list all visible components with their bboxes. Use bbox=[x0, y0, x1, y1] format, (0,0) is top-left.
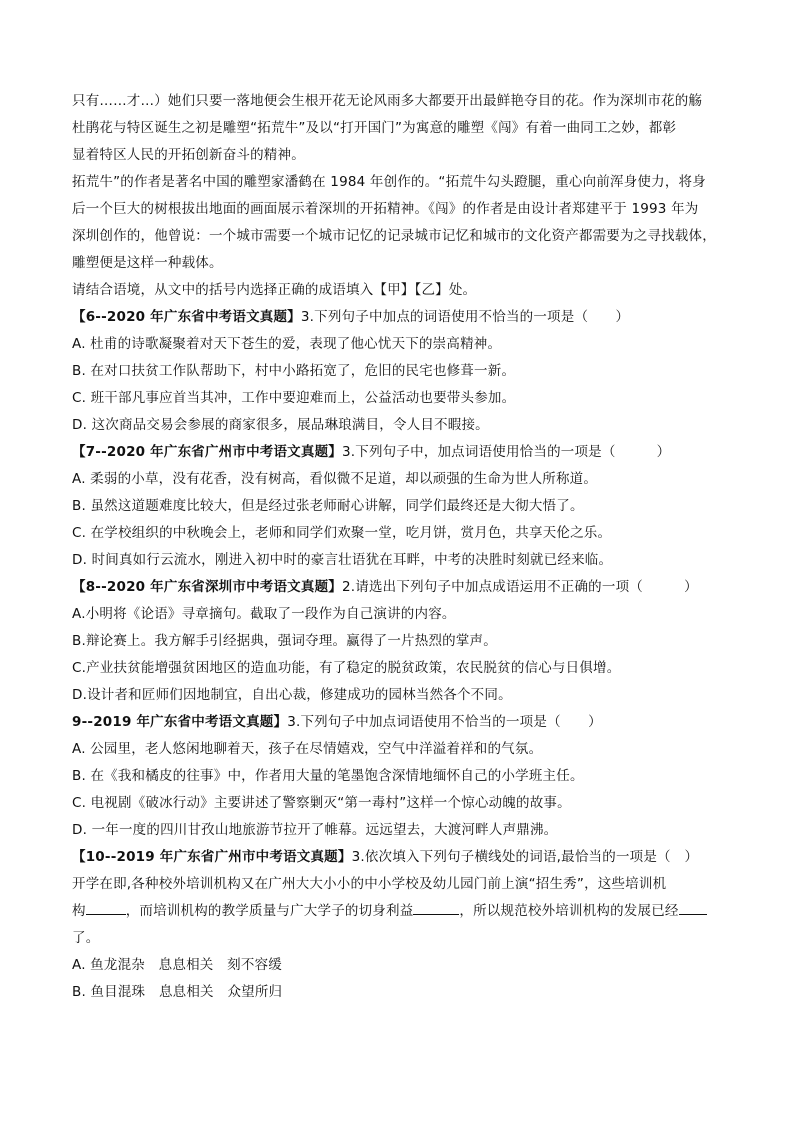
document-page bbox=[72, 88, 724, 1006]
question-header bbox=[72, 844, 724, 871]
passage-line: 显着特区人民的开拓创新奋斗的精神。 bbox=[72, 147, 305, 163]
passage-line: 深圳创作的，他曾说：一个城市需要一个城市记忆的记录城市记忆和城市的文化资产都需要为之寻找载体， bbox=[72, 228, 716, 244]
fill-blank-2 bbox=[413, 898, 459, 915]
option-c: C. 班干部凡事应首当其冲，工作中要迎难而上，公益活动也要带头参加。 bbox=[72, 390, 516, 406]
question-text-segment: 构 bbox=[72, 903, 86, 919]
fill-blank-3 bbox=[679, 898, 707, 915]
option-b: B.辩论赛上。我方解手引经据典，强词夺理。赢得了一片热烈的掌声。 bbox=[72, 633, 497, 649]
question-text-segment: ，所以规范校外培训机构的发展已经 bbox=[459, 903, 679, 919]
question-source: 【7--2020 年广东省广州市中考语文真题】 bbox=[72, 444, 342, 460]
option-d: D. 时间真如行云流水，刚进入初中时的豪言壮语犹在耳畔，中考的决胜时刻就已经来临。 bbox=[72, 552, 613, 568]
option-c: C.产业扶贫能增强贫困地区的造血功能，有了稳定的脱贫政策，农民脱贫的信心与日俱增。 bbox=[72, 660, 621, 676]
question-source: 9--2019 年广东省中考语文真题】 bbox=[72, 714, 288, 730]
option-d: D. 一年一度的四川甘孜山地旅游节拉开了帷幕。远远望去，大渡河畔人声鼎沸。 bbox=[72, 822, 558, 838]
option-c: C. 电视剧《破冰行动》主要讲述了警察剿灭“第一毒村”这样一个惊心动魄的故事。 bbox=[72, 795, 571, 811]
passage-line: 后一个巨大的树根拔出地面的画面展示着深圳的开拓精神。《闯》的作者是由设计者郑建平于 1993 年为 bbox=[72, 201, 699, 217]
fill-blank-1 bbox=[86, 898, 126, 915]
option-a: A. 公园里，老人悠闲地聊着天，孩子在尽情嬉戏，空气中洋溢着祥和的气氛。 bbox=[72, 741, 543, 757]
question-stem: 3.依次填入下列句子横线处的词语,最恰当的一项是（ ） bbox=[351, 849, 699, 865]
option-a: A. 柔弱的小草，没有花香，没有树高，看似微不足道，却以顽强的生命为世人所称道。 bbox=[72, 471, 598, 487]
question-text-segment: ，而培训机构的教学质量与广大学子的切身利益 bbox=[125, 903, 414, 919]
option-b: B. 在《我和橘皮的往事》中，作者用大量的笔墨饱含深情地缅怀自己的小学班主任。 bbox=[72, 768, 584, 784]
question-text-with-blanks bbox=[72, 898, 724, 925]
question-header bbox=[72, 439, 724, 466]
option-a: A.小明将《论语》寻章摘句。截取了一段作为自己演讲的内容。 bbox=[72, 606, 456, 622]
question-text: 开学在即,各种校外培训机构又在广州大大小小的中小学校及幼儿园门前上演“招生秀”，这些培训机 bbox=[72, 876, 667, 892]
question-6 bbox=[72, 304, 724, 439]
question-header bbox=[72, 304, 724, 331]
question-7 bbox=[72, 439, 724, 574]
question-header bbox=[72, 574, 724, 601]
question-stem: 3.下列句子中加点词语使用不恰当的一项是（ ） bbox=[287, 714, 602, 730]
option-b: B. 虽然这道题难度比较大，但是经过张老师耐心讲解，同学们最终还是大彻大悟了。 bbox=[72, 498, 584, 514]
reading-passage bbox=[72, 88, 724, 304]
question-8 bbox=[72, 574, 724, 709]
option-c: C. 在学校组织的中秋晚会上，老师和同学们欢聚一堂，吃月饼，赏月色，共享天伦之乐。 bbox=[72, 525, 612, 541]
question-9 bbox=[72, 709, 724, 844]
question-stem: 3.下列句子中，加点词语使用恰当的一项是（ ） bbox=[341, 444, 671, 460]
option-a: A. 鱼龙混杂 息息相关 刻不容缓 bbox=[72, 957, 282, 973]
option-d: D. 这次商品交易会参展的商家很多，展品琳琅满目，令人目不暇接。 bbox=[72, 417, 489, 433]
passage-line: 拓荒牛”的作者是著名中国的雕塑家潘鹤在 1984 年创作的。“拓荒牛勾头蹬腿，重心向前浑身使力，将身 bbox=[72, 174, 706, 190]
passage-line: 杜鹃花与特区诞生之初是雕塑“拓荒牛”及以“打开国门”为寓意的雕塑《闯》有着一曲同工之妙，都彰 bbox=[72, 120, 677, 136]
option-b: B. 在对口扶贫工作队帮助下，村中小路拓宽了，危旧的民宅也修葺一新。 bbox=[72, 363, 516, 379]
passage-line: 雕塑便是这样一种载体。 bbox=[72, 255, 223, 271]
passage-line: 只有……才…）她们只要一落地便会生根开花无论风雨多大都要开出最鲜艳夺目的花。作为深圳市花的觞 bbox=[72, 93, 703, 109]
option-b: B. 鱼目混珠 息息相关 众望所归 bbox=[72, 984, 283, 1000]
question-text: 了。 bbox=[72, 930, 100, 946]
question-stem: 3.下列句子中加点的词语使用不恰当的一项是（ ） bbox=[300, 309, 630, 325]
passage-instruction: 请结合语境，从文中的括号内选择正确的成语填入【甲】【乙】处。 bbox=[72, 282, 477, 298]
option-a: A. 杜甫的诗歌凝聚着对天下苍生的爱，表现了他心忧天下的崇高精神。 bbox=[72, 336, 502, 352]
question-source: 【10--2019 年广东省广州市中考语文真题】 bbox=[72, 849, 352, 865]
option-d: D.设计者和匠师们因地制宜，自出心裁，修建成功的园林当然各个不同。 bbox=[72, 687, 512, 703]
question-source: 【8--2020 年广东省深圳市中考语文真题】 bbox=[72, 579, 342, 595]
question-10 bbox=[72, 844, 724, 1006]
question-source: 【6--2020 年广东省中考语文真题】 bbox=[72, 309, 301, 325]
question-header bbox=[72, 709, 724, 736]
question-stem: 2.请选出下列句子中加点成语运用不正确的一项（ ） bbox=[341, 579, 698, 595]
